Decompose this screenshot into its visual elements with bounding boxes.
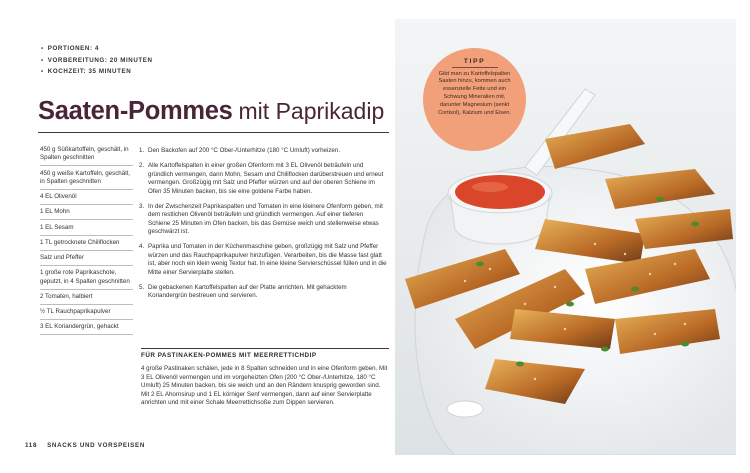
ingredient-item: ½ TL Rauchpaprikapulver: [40, 308, 133, 320]
step-text: Paprika und Tomaten in der Küchenmaschine geben, großzügig mit Salz und Pfeffer würzen und das Rauchpaprikapulver hinzufügen. Verarbeiten, bis die Masse fast glatt ist, aber noch ein klein wenig Textur hat. In eine kleine Servierschüssel füllen und in die Mitte einer Servierplatte stellen.: [148, 243, 387, 276]
variant-divider: [141, 348, 389, 349]
ingredient-item: 2 Tomaten, halbiert: [40, 293, 133, 305]
variant-title: FÜR PASTINAKEN-POMMES MIT MEERRETTICHDIP: [141, 352, 317, 359]
method-step: [139, 162, 387, 196]
tip-divider: [452, 67, 498, 68]
method-step: [139, 147, 387, 156]
variant-text: 4 große Pastinaken schälen, jede in 8 Spalten schneiden und in eine Ofenform geben. Mit 3 EL Olivenöl vermengen und im vorgeheizten Ofen (200 °C Ober-/Unterhitze, 180 °C Umluft) 25 Minuten backen, bis sie weich und an den Rändern knusprig geworden sind. Mit 2 EL Ahornsirup und 1 EL körniger Senf vermengen, dann auf einer Servierplatte anrichten und mit einer Schale Meerrettichsoße zum Dippen servieren.: [141, 365, 388, 407]
tip-text: Gibt man zu Kartoffelspalten Saaten hinzu, kommen auch essenzielle Fette und ein Schwung Mineralien mit, darunter Magnesium (senkt Cortisol), Kalzium und Eisen.: [437, 70, 512, 116]
ingredient-item: 450 g Süßkartoffeln, geschält, in Spalten geschnitten: [40, 146, 133, 166]
title-divider: [38, 132, 389, 133]
method-steps: [139, 147, 387, 307]
dip-highlight: [472, 182, 508, 192]
step-text: Alle Kartoffelspalten in einer großen Ofenform mit 3 EL Olivenöl beträufeln und gründlich vermengen, dann Mohn, Sesam und Chiliflocken darüberstreuen und erneut vermengen. Großzügig mit Salz und Pfeffer würzen und auf der oberen Schiene im Ofen 35 Minuten backen, bis sie eine goldene Farbe haben.: [148, 162, 384, 195]
ingredient-list: [40, 146, 133, 338]
recipe-title: [38, 97, 384, 126]
paprika-dip: [455, 175, 545, 209]
step-text: Den Backofen auf 200 °C Ober-/Unterhitze (180 °C Umluft) vorheizen.: [148, 147, 341, 154]
prep-time: • VORBEREITUNG: 20 MINUTEN: [41, 55, 153, 67]
step-number: 1.: [139, 147, 145, 154]
step-text: In der Zwischenzeit Paprikaspalten und Tomaten in eine kleinere Ofenform geben, mit dem restlichen Olivenöl beträufeln und gründlich vermengen. Auf einer tieferen Schiene 25 Minuten im Ofen backen, bis das Gemüse weich und stellenweise etwas geschwärzt ist.: [148, 202, 383, 235]
ingredient-item: 1 große rote Paprikaschote, geputzt, in 4 Spalten geschnitten: [40, 269, 133, 289]
step-text: Die gebackenen Kartoffelspalten auf der Platte anrichten. Mit gehacktem Koriandergrün bestreuen und servieren.: [148, 283, 347, 299]
recipe-meta: [41, 43, 153, 78]
variant-box: [141, 348, 389, 408]
ingredient-item: 1 EL Mohn: [40, 208, 133, 220]
method-step: [139, 243, 387, 277]
step-number: 4.: [139, 243, 145, 250]
ingredient-item: 1 EL Sesam: [40, 224, 133, 236]
plate-handle-hole: [447, 401, 483, 417]
ingredient-item: 3 EL Koriandergrün, gehackt: [40, 323, 133, 335]
method-step: [139, 203, 387, 237]
cook-time: • KOCHZEIT: 35 MINUTEN: [41, 66, 153, 78]
page-footer: [25, 442, 145, 449]
ingredient-item: 4 EL Olivenöl: [40, 193, 133, 205]
step-number: 5.: [139, 283, 145, 291]
ingredient-item: 1 TL getrocknete Chiliflocken: [40, 239, 133, 251]
section-name: SNACKS UND VORSPEISEN: [47, 442, 145, 449]
ingredient-item: Salz und Pfeffer: [40, 254, 133, 266]
ingredient-item: 450 g weiße Kartoffeln, geschält, in Spalten geschnitten: [40, 170, 133, 190]
title-light: mit Paprikadip: [238, 98, 385, 124]
portions: • PORTIONEN: 4: [41, 43, 153, 55]
page-number: 118: [25, 442, 38, 449]
tip-circle: [423, 48, 526, 151]
step-number: 2.: [139, 162, 145, 169]
title-bold: Saaten-Pommes: [38, 97, 233, 125]
method-step: [139, 284, 387, 301]
tip-title: TIPP: [463, 58, 486, 65]
step-number: 3.: [139, 202, 145, 210]
